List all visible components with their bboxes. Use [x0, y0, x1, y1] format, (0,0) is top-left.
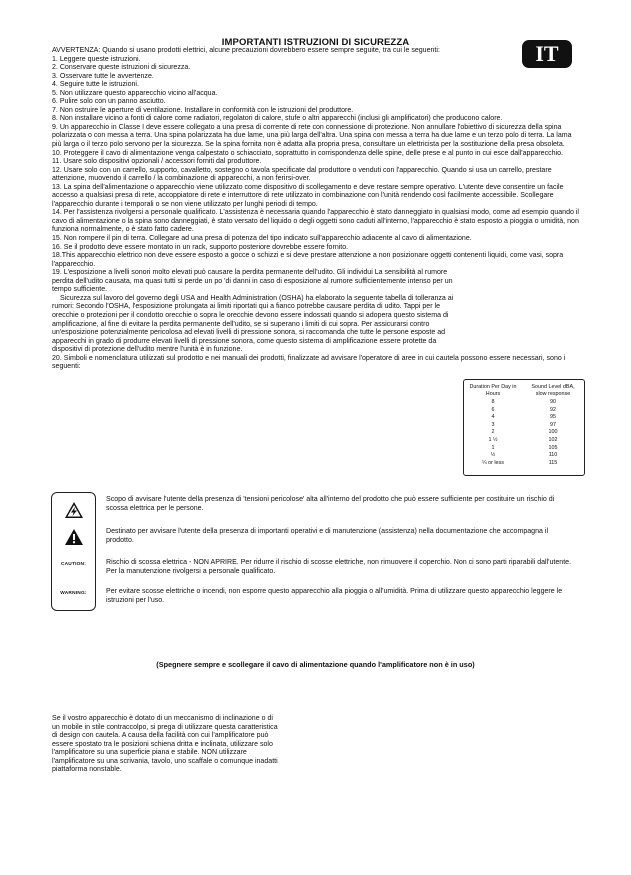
- level-cell: 115: [548, 459, 558, 466]
- duration-cell: 1 ½: [488, 436, 498, 443]
- level-cell: 90: [550, 399, 556, 405]
- instruction-item: 3. Osservare tutte le avvertenze.: [52, 72, 154, 80]
- instruction-item: 8. Non installare vicino a fonti di calore come radiatori, regolatori di calore, stufe o altri apparecchi (inclusi gli amplificatori) che producono calore.: [52, 115, 503, 123]
- warning-intro: AVVERTENZA: Quando si usano prodotti elettrici, alcune precauzioni dovrebbero essere sempre seguite, tra cui le seguenti:: [52, 47, 440, 54]
- instruction-item: 6. Pulire solo con un panno asciutto.: [52, 98, 166, 106]
- instruction-item: 14. Per l'assistenza rivolgersi a personale qualificato. L'assistenza è necessaria quando l'apparecchio è stato danneggiato in qualsiasi modo, come ad esempio quando il cavo di alimentazione o la spina sono danneggiati, è stato versato del liquido o degli oggetti sono caduti all'interno, l'apparecchio è stato esposto a pioggia o umidità, non funziona normalmente, o è stato fatto cadere.: [52, 209, 580, 234]
- level-cell: 110: [548, 452, 558, 459]
- language-badge: IT: [522, 40, 572, 68]
- exclamation-triangle-icon: [52, 528, 95, 551]
- instruction-item: 9. Un apparecchio in Classe I deve essere collegato a una presa di corrente di rete con connessione di protezione. Non annullare l'obiettivo di sicurezza della spina polarizzata o con messa a terra. Una spina polarizzata ha due lame, una più larga dell'altra. Una spina con messa a terra ha due lame e un terzo polo di terra. La lama più larga o il terzo polo servono per la sicurezza. Se la spina fornita non è adatta alla propria presa, consultare un elettricista per la sostituzione della presa obsoleta.: [52, 123, 572, 149]
- instruction-item-20: 20. Simboli e nomenclatura utilizzati sul prodotto e nei manuali dei prodotti, finalizzate ad avvisare l'operatore di aree in cui cautela possono essere necessari, sono i seguenti:: [52, 354, 566, 371]
- instruction-item: 16. Se il prodotto deve essere montato in un rack, supporto posteriore dovrebbe essere fornito.: [52, 243, 349, 251]
- caution-description: Rischio di scossa elettrica - NON APRIRE. Per ridurre il rischio di scosse elettriche, non rimuovere il coperchio. Non ci sono parti riparabili dall'utente. Per la manutenzione rivolgersi a personale qualificato.: [106, 559, 572, 575]
- level-cell: 97: [550, 421, 556, 428]
- instruction-item: 15. Non rompere il pin di terra. Collegare ad una presa di potenza del tipo indicato sull'apparecchio adiacente al cavo di alimentazione.: [52, 235, 472, 243]
- page-title: IMPORTANTI ISTRUZIONI DI SICUREZZA: [221, 37, 410, 48]
- warning-label: WARNING:: [60, 591, 87, 596]
- duration-cell: 3: [491, 421, 495, 428]
- osha-paragraph: Sicurezza sul lavoro del governo degli USA and Health Administration (OSHA) ha elaborato la seguente tabella di tolleranza ai rumori: Secondo l'OSHA, l'esposizione prolungata ai limiti riportati qui a fianco potrebbe causare perdita di udito. Tappi per le orecchie o protezioni per il condotto orecchie o sopra le orecchie devono essere indossati quando si adopera questo sistema di amplificazione, al fine di evitare la perdita permanente dell'udito, se si superano i limiti di cui sopra. Per assicurarsi contro un'esposizione potenzialmente pericolosa ad elevati livelli di pressione sonora, si raccomanda che tutte le persone esposte ad apparecchi in grado di produrre elevati livelli di pressione sonora, come questo sistema di amplificazione essere protette da dispositivi di protezione dell'udito mentre l'unità è in funzione.: [52, 294, 454, 354]
- instruction-item-19: 19. L'esposizione a livelli sonori molto elevati può causare la perdita permanente dell'udito. Gli individui La sensibilità al rumore perdita dell'udito causata, ma quasi tutti si perde un po 'di danni in caso di esposizione al rumore sufficientemente intenso per un tempo sufficiente.: [52, 269, 453, 294]
- duration-cell: 8: [491, 399, 495, 405]
- level-cell: 100: [548, 429, 558, 436]
- level-header: Sound Level dBA, slow response: [531, 384, 575, 397]
- instruction-item: 1. Leggere queste istruzioni.: [52, 55, 141, 63]
- warning-description: Per evitare scosse elettriche o incendi, non esporre questo apparecchio alla pioggia o all'umidità. Prima di utilizzare questo apparecchio leggere le istruzioni per l'uso.: [106, 588, 563, 604]
- tilt-mechanism-paragraph: Se il vostro apparecchio è dotato di un meccanismo di inclinazione o di un mobile in stile contraccolpo, si prega di utilizzare questa caratteristica di design con cautela. A causa della facilità con cui l'amplificatore può essere spostato tra le posizioni schiena dritta e inclinata, utilizzare solo l'amplificatore su una superficie piana e stabile. NON utilizzare l'amplificatore su una scrivania, tavolo, uno scaffale o comunque inadatti piattaforma nonstable.: [52, 715, 278, 774]
- duration-column: [468, 384, 518, 467]
- noise-exposure-table: [463, 379, 585, 476]
- caution-label: CAUTION:: [60, 562, 87, 567]
- instruction-item: 5. Non utilizzare questo apparecchio vicino all'acqua.: [52, 89, 218, 97]
- duration-cell: 1: [491, 444, 495, 451]
- duration-cell: ¼ or less: [482, 459, 504, 466]
- duration-cell: ½: [490, 452, 496, 459]
- instruction-item: 2. Conservare queste istruzioni di sicurezza.: [52, 64, 191, 72]
- level-column: [526, 384, 580, 467]
- instruction-item: 12. Usare solo con un carrello, supporto, cavalletto, sostegno o tavola specificate dal produttore o venduti con l'apparecchio. Quando si usa un carrello, prestare attenzione, muovendo il carrello / la combinazione di apparecchi, a non ferirsi-over.: [52, 166, 552, 183]
- duration-cell: 4: [491, 414, 495, 421]
- duration-cell: 2: [491, 429, 495, 436]
- level-cell: 95: [550, 414, 556, 421]
- duration-cell: 6: [491, 406, 495, 413]
- instruction-item: 4. Seguire tutte le istruzioni.: [52, 81, 139, 89]
- exclamation-description: Destinato per avvisare l'utente della presenza di importanti operativi e di manutenzione (assistenza) nella documentazione che accompagna il prodotto.: [106, 528, 549, 544]
- instruction-item: 11. Usare solo dispositivi opzionali / accessori forniti dal produttore.: [52, 158, 262, 166]
- duration-header: Duration Per Day in Hours: [469, 384, 517, 397]
- instruction-item: 18.This apparecchio elettrico non deve essere esposto a gocce o schizzi e si deve prestare attenzione a non posizionare oggetti contenenti liquidi, come vasi, sopra l'apparecchio.: [52, 252, 564, 268]
- level-cell: 102: [548, 436, 558, 443]
- instruction-item: 7. Non ostruire le aperture di ventilazione. Installare in conformità con le istruzioni del produttore.: [52, 106, 354, 114]
- instruction-item: 13. La spina dell'alimentazione o apparecchio viene utilizzato come dispositivo di scollegamento e deve restare sempre operativo. L'utente deve consentire un facile accesso a qualsiasi presa di rete, accoppiatore di rete e interruttore di rete utilizzato in combinazione con l'unità rendendo così facilmente accessibile. Scollegare l'apparecchio durante i temporali o se non viene utilizzato per lunghi periodi di tempo.: [52, 183, 564, 208]
- safety-instructions: [52, 47, 582, 372]
- power-off-note: (Spegnere sempre e scollegare il cavo di alimentazione quando l'amplificatore non è in uso): [156, 660, 475, 669]
- lightning-description: Scopo di avvisare l'utente della presenza di 'tensioni pericolose' alta all'interno del prodotto che può essere sufficiente per costituire un rischio di scossa elettrica per le persone.: [106, 496, 555, 512]
- level-cell: 92: [550, 406, 556, 413]
- instruction-item: 10. Proteggere il cavo di alimentazione venga calpestato o schiacciato, soprattutto in corrispondenza delle spine, delle prese e al punto in cui esce dall'apparecchio.: [52, 149, 563, 157]
- level-cell: 105: [548, 444, 558, 451]
- safety-symbols-box: [51, 492, 96, 611]
- lightning-triangle-icon: [52, 501, 95, 524]
